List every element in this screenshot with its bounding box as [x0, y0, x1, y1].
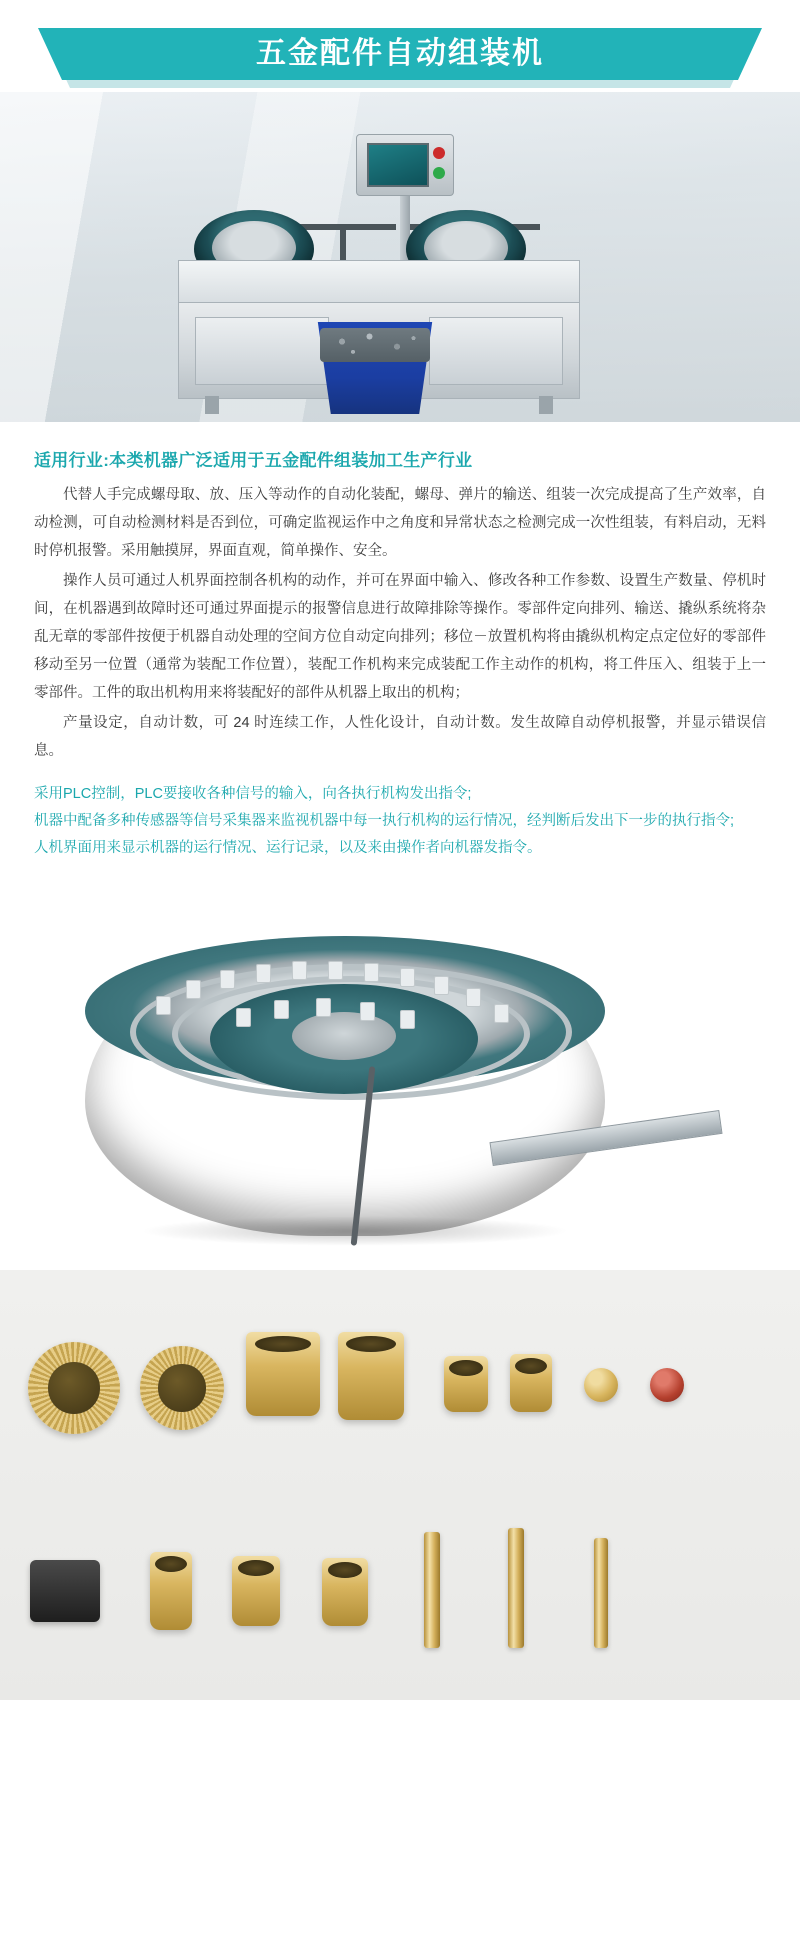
feeder-part — [400, 968, 415, 987]
feeder-part — [494, 1004, 509, 1023]
description-paragraph-1: 代替人手完成螺母取、放、压入等动作的自动化装配，螺母、弹片的输送、组装一次完成提高了生产效率，自动检测，可自动检测材料是否到位，可确定监视运作中之角度和异常状态之检测完成一次性组装，有料启动，无料时停机报警。采用触摸屏，界面直观，简单操作、安全。 — [34, 487, 766, 559]
brass-small-fitting-1 — [444, 1356, 488, 1412]
description-paragraph-2: 操作人员可通过人机界面控制各机构的动作，并可在界面中输入、修改各种工作参数、设置生产数量、停机时间，在机器遇到故障时还可通过界面提示的报警信息进行故障排除等操作。零部件定向排列、输送、撬纵系统将杂乱无章的零部件按便于机器自动处理的空间方位自动定向排列；移位－放置机构将由撬纵机构定点定位好的零部件移动至另一位置（通常为装配工作位置），装配工作机构来完成装配工作主动作的机构，将工件压入、组装于上一零部件。工件的取出机构用来将装配好的部件从机器上取出的机构； — [34, 573, 766, 701]
assembly-machine-illustration — [160, 132, 630, 402]
feeder-part — [400, 1010, 415, 1029]
feeder-part — [186, 980, 201, 999]
cabinet-door-right — [429, 317, 563, 385]
hmi-touch-panel — [356, 134, 454, 196]
bowl-feeder-illustration — [60, 916, 750, 1246]
feeder-part — [328, 961, 343, 980]
header-banner — [0, 0, 800, 92]
brass-long-pin-3 — [594, 1538, 608, 1648]
description-paragraph-3: 产量设定，自动计数，可 24 时连续工作，人性化设计，自动计数。发生故障自动停机报警，并显示错误信息。 — [34, 715, 766, 759]
cabinet-door-left — [195, 317, 329, 385]
brass-flanged-bushing-2 — [338, 1332, 404, 1420]
plc-line-3: 人机界面用来显示机器的运行情况、运行记录，以及来由操作者向机器发指令。 — [34, 840, 542, 856]
black-hex-fitting — [30, 1560, 100, 1622]
start-button — [433, 167, 445, 179]
feeder-part — [360, 1002, 375, 1021]
red-anodized-cap — [650, 1368, 684, 1402]
machine-worktop — [178, 260, 580, 308]
hero-machine-photo — [0, 92, 800, 422]
brass-long-pin-1 — [424, 1532, 440, 1648]
brass-small-fitting-2 — [510, 1354, 552, 1412]
feeder-part — [434, 976, 449, 995]
plc-line-1: 采用PLC控制，PLC要接收各种信号的输入，向各执行机构发出指令; — [34, 786, 472, 802]
brass-knurled-ring-2 — [140, 1346, 224, 1430]
industry-lead-text: 适用行业:本类机器广泛适用于五金配件组装加工生产行业 — [34, 451, 473, 470]
feeder-part — [220, 970, 235, 989]
bowl-feeder-photo — [0, 890, 800, 1270]
brass-flanged-bushing-1 — [246, 1332, 320, 1416]
brass-small-cap — [584, 1368, 618, 1402]
cabinet-leg-right — [539, 396, 553, 414]
feeder-part — [466, 988, 481, 1007]
feeder-part — [156, 996, 171, 1015]
feeder-part — [256, 964, 271, 983]
hmi-screen — [367, 143, 429, 187]
brass-knurled-connector — [150, 1552, 192, 1630]
brass-hex-nipple — [232, 1556, 280, 1626]
brass-knurled-ring-1 — [28, 1342, 120, 1434]
feeder-part — [364, 963, 379, 982]
plc-control-section — [34, 781, 766, 862]
feeder-part — [316, 998, 331, 1017]
parts-in-bin — [320, 328, 430, 362]
cabinet-leg-left — [205, 396, 219, 414]
brass-parts-photo — [0, 1270, 800, 1700]
feeder-part — [236, 1008, 251, 1027]
description-section — [0, 422, 800, 872]
feeder-part — [292, 961, 307, 980]
feeder-part — [274, 1000, 289, 1019]
brass-threaded-sleeve — [322, 1558, 368, 1626]
brass-long-pin-2 — [508, 1528, 524, 1648]
feeder-center-plate — [292, 1012, 396, 1060]
page-title: 五金配件自动组装机 — [256, 37, 544, 70]
emergency-stop-button — [433, 147, 445, 159]
plc-line-2: 机器中配备多种传感器等信号采集器来监视机器中每一执行机构的运行情况，经判断后发出下一步的执行指令; — [34, 813, 735, 829]
